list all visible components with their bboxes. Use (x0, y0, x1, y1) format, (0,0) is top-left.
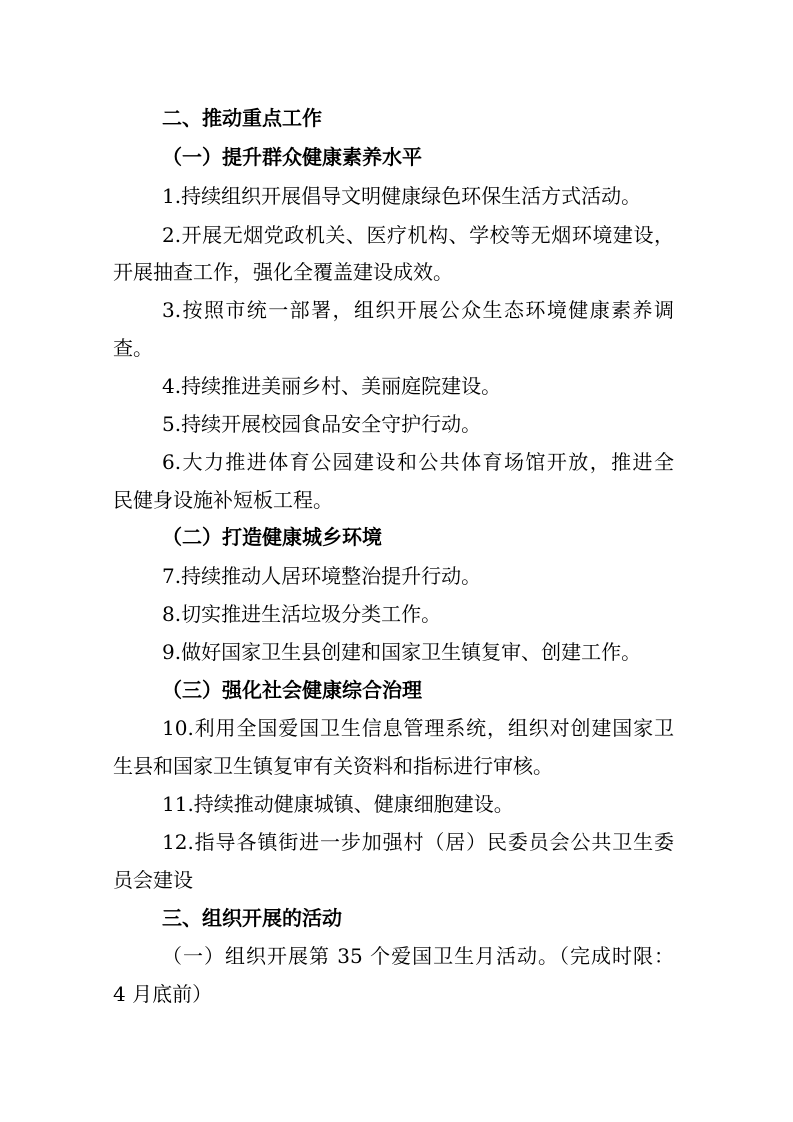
section-heading-3: 三、组织开展的活动 (162, 906, 342, 930)
item-8: 8.切实推进生活垃圾分类工作。 (162, 602, 442, 626)
activity-1-line-2: 4 月底前） (113, 982, 213, 1006)
item-10-line-2: 生县和国家卫生镇复审有关资料和指标进行审核。 (113, 754, 553, 778)
item-7: 7.持续推动人居环境整治提升行动。 (162, 564, 482, 588)
item-5: 5.持续开展校园食品安全守护行动。 (162, 412, 482, 436)
item-1: 1.持续组织开展倡导文明健康绿色环保生活方式活动。 (162, 184, 642, 208)
section-heading-2: 二、推动重点工作 (162, 106, 322, 130)
item-4: 4.持续推进美丽乡村、美丽庭院建设。 (162, 374, 502, 398)
item-3-line-1: 3.按照市统一部署，组织开展公众生态环境健康素养调 (162, 298, 674, 322)
subsection-heading-2: （二）打造健康城乡环境 (162, 525, 382, 549)
subsection-heading-1: （一）提升群众健康素养水平 (162, 145, 422, 169)
item-9: 9.做好国家卫生县创建和国家卫生镇复审、创建工作。 (162, 640, 642, 664)
item-3-line-2: 查。 (113, 336, 153, 360)
item-12-line-2: 员会建设 (113, 868, 193, 892)
item-2-line-2: 开展抽查工作，强化全覆盖建设成效。 (113, 260, 453, 284)
activity-1-line-1: （一）组织开展第 35 个爱国卫生月活动。（完成时限： (162, 944, 674, 968)
item-11: 11.持续推动健康城镇、健康细胞建设。 (162, 792, 514, 816)
item-2-line-1: 2.开展无烟党政机关、医疗机构、学校等无烟环境建设， (162, 223, 674, 247)
item-12-line-1: 12.指导各镇街进一步加强村（居）民委员会公共卫生委 (162, 830, 674, 854)
subsection-heading-3: （三）强化社会健康综合治理 (162, 678, 422, 702)
item-6-line-1: 6.大力推进体育公园建设和公共体育场馆开放，推进全 (162, 450, 674, 474)
item-6-line-2: 民健身设施补短板工程。 (113, 488, 333, 512)
item-10-line-1: 10.利用全国爱国卫生信息管理系统，组织对创建国家卫 (162, 716, 674, 740)
